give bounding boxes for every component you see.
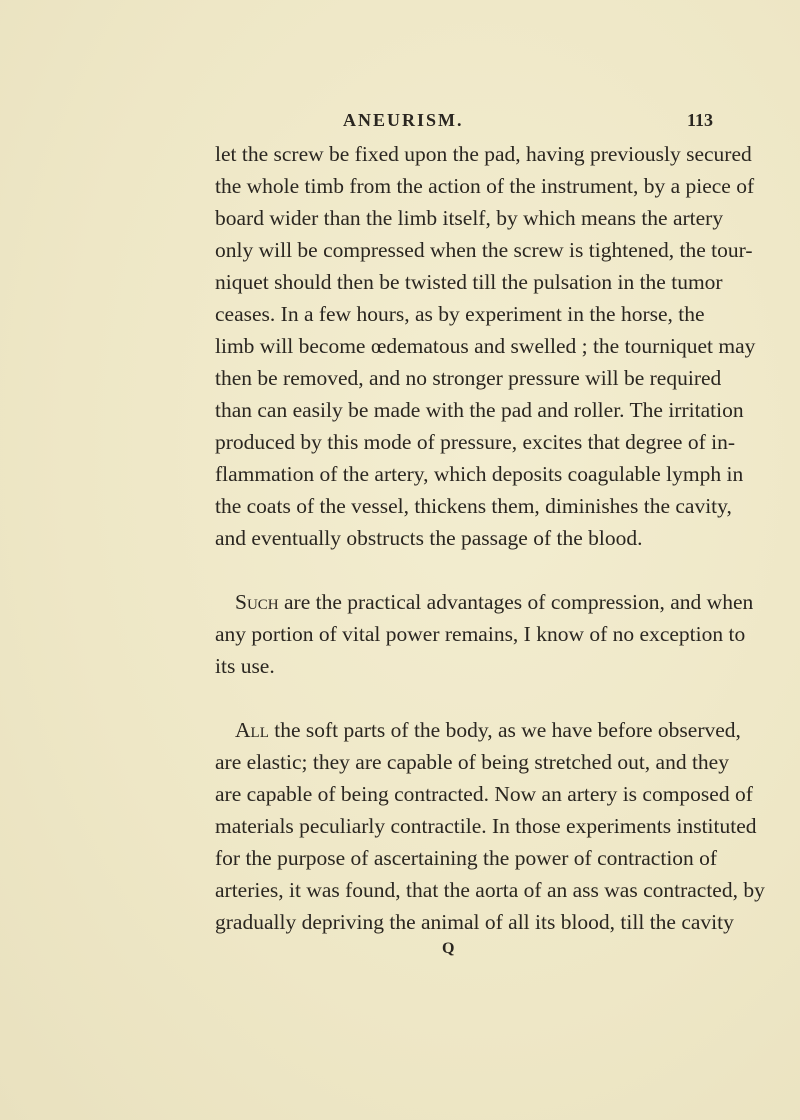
text-line: are capable of being contracted. Now an artery is composed of — [215, 782, 753, 806]
running-title: ANEURISM. — [343, 110, 464, 130]
text-line: for the purpose of ascertaining the power of contraction of — [215, 846, 718, 870]
line-text: the soft parts of the body, as we have before observed, — [268, 718, 741, 742]
page-number: 113 — [687, 110, 714, 130]
text-line — [235, 588, 754, 616]
text-line: produced by this mode of pressure, excites that degree of in- — [215, 430, 736, 454]
text-line: materials peculiarly contractile. In those experiments instituted — [215, 814, 757, 838]
text-line: the whole timb from the action of the instrument, by a piece of — [215, 174, 755, 198]
lead-word: Such — [235, 590, 279, 614]
text-line: are elastic; they are capable of being stretched out, and they — [215, 750, 729, 774]
text-line: the coats of the vessel, thickens them, diminishes the cavity, — [215, 494, 732, 518]
text-line — [235, 716, 741, 744]
signature-mark: Q — [442, 940, 455, 957]
lead-word: All — [235, 718, 269, 742]
text-line: gradually depriving the animal of all its blood, till the cavity — [215, 910, 734, 934]
text-line: than can easily be made with the pad and roller. The irritation — [215, 398, 744, 422]
text-line: then be removed, and no stronger pressure will be required — [215, 366, 722, 390]
running-head — [0, 110, 800, 138]
text-line: any portion of vital power remains, I know of no exception to — [215, 622, 746, 646]
text-line: limb will become œdematous and swelled ; the tourniquet may — [215, 334, 756, 358]
text-line: ceases. In a few hours, as by experiment in the horse, the — [215, 302, 705, 326]
text-line: only will be compressed when the screw is tightened, the tour- — [215, 238, 753, 262]
text-line: niquet should then be twisted till the pulsation in the tumor — [215, 270, 723, 294]
text-line: let the screw be fixed upon the pad, having previously secured — [215, 142, 752, 166]
line-text: are the practical advantages of compression, and when — [278, 590, 754, 614]
text-line: flammation of the artery, which deposits coagulable lymph in — [215, 462, 744, 486]
text-line: arteries, it was found, that the aorta of an ass was contracted, by — [215, 878, 765, 902]
text-line: its use. — [215, 654, 275, 678]
text-line: and eventually obstructs the passage of the blood. — [215, 526, 643, 550]
text-line: board wider than the limb itself, by which means the artery — [215, 206, 724, 230]
